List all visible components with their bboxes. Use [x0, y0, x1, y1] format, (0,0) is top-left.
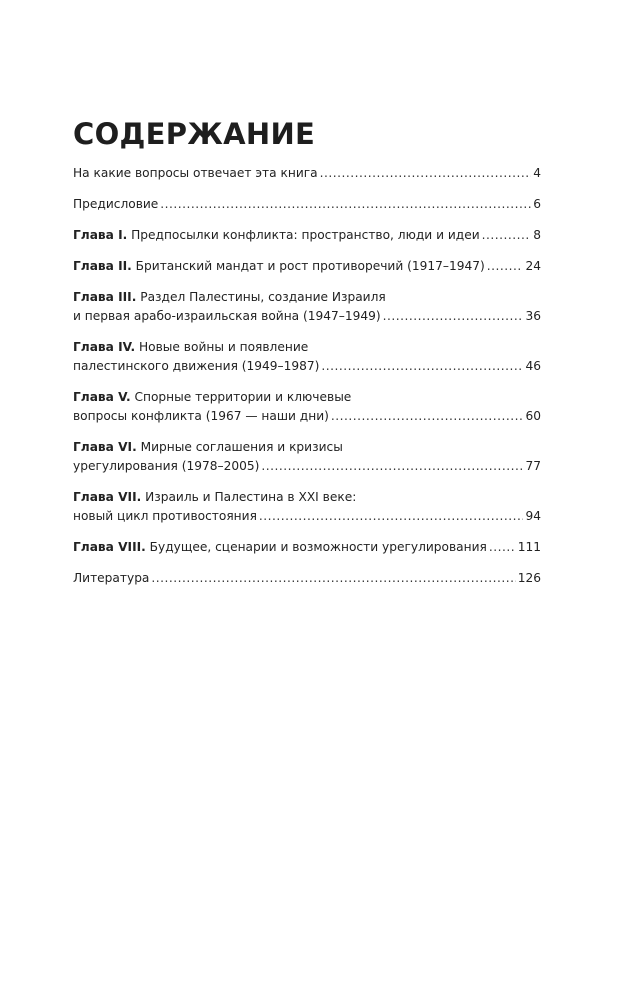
toc-entry-text: [73, 226, 480, 245]
toc-entry[interactable]: [73, 338, 541, 376]
toc-entry-title: Будущее, сценарии и возможности урегулирования: [149, 540, 487, 554]
toc-entry-text: [73, 195, 158, 214]
toc-entry-text: [73, 440, 343, 454]
toc-entry-line: [73, 538, 541, 557]
toc-entry-title: новый цикл противостояния: [73, 509, 257, 523]
toc-page-number: 4: [533, 166, 541, 180]
toc-chapter-label: Глава I.: [73, 228, 128, 242]
toc-entry-text: [73, 390, 351, 404]
toc-chapter-label: Глава IV.: [73, 340, 136, 354]
toc-entry[interactable]: [73, 257, 541, 276]
toc-entry-title: Британский мандат и рост противоречий (1917–1947): [135, 259, 485, 273]
toc-entry-line: [73, 388, 541, 407]
toc-leader-dots: [320, 164, 532, 183]
toc-entry-title: Предисловие: [73, 197, 159, 211]
toc-page-number: 77: [525, 459, 541, 473]
toc-entry[interactable]: [73, 164, 541, 183]
toc-entry-title: урегулирования (1978–2005): [73, 459, 260, 473]
toc-entry-line: [73, 307, 541, 326]
toc-page-number: 6: [533, 197, 541, 211]
toc-entry-text: [73, 490, 356, 504]
toc-page-number: 111: [517, 540, 541, 554]
toc-chapter-label: Глава II.: [73, 259, 132, 273]
toc-entry-line: [73, 338, 541, 357]
toc-chapter-label: Глава VI.: [73, 440, 137, 454]
toc-entry-title: и первая арабо-израильская война (1947–1949): [73, 309, 381, 323]
toc-entry-title: Спорные территории и ключевые: [134, 390, 352, 404]
toc-page-number: 126: [517, 571, 541, 585]
toc-entry-title: Израиль и Палестина в XXI веке:: [145, 490, 357, 504]
toc-entry-title: Литература: [73, 571, 150, 585]
toc-chapter-label: Глава III.: [73, 290, 137, 304]
toc-entry-text: [73, 164, 318, 183]
toc-entry-line: [73, 226, 541, 245]
toc-entry-title: Новые войны и появление: [139, 340, 309, 354]
toc-chapter-label: Глава VII.: [73, 490, 142, 504]
toc-leader-dots: [482, 226, 532, 245]
toc-entry-text: [73, 257, 485, 276]
toc-entry-title: палестинского движения (1949–1987): [73, 359, 320, 373]
toc-entry-title: вопросы конфликта (1967 — наши дни): [73, 409, 329, 423]
toc-entry[interactable]: [73, 388, 541, 426]
toc-leader-dots: [259, 507, 524, 526]
toc-entry[interactable]: [73, 488, 541, 526]
toc-page-number: 46: [525, 359, 541, 373]
toc-leader-dots: [261, 457, 523, 476]
toc-entry-line: [73, 164, 541, 183]
toc-entry-line: [73, 195, 541, 214]
toc-entry-line: [73, 457, 541, 476]
toc-leader-dots: [331, 407, 524, 426]
toc-entry-title: Предпосылки конфликта: пространство, люди и идеи: [131, 228, 480, 242]
toc-title: СОДЕРЖАНИЕ: [73, 117, 316, 151]
toc-page-number: 36: [525, 309, 541, 323]
toc-entry[interactable]: [73, 288, 541, 326]
toc-page-number: 24: [525, 259, 541, 273]
toc-entry[interactable]: [73, 438, 541, 476]
toc-entry-line: [73, 438, 541, 457]
toc-entry-title: Раздел Палестины, создание Израиля: [140, 290, 386, 304]
toc-page: [73, 116, 541, 600]
toc-entry-line: [73, 257, 541, 276]
toc-entry[interactable]: [73, 538, 541, 557]
toc-page-number: 60: [525, 409, 541, 423]
toc-entry-line: [73, 569, 541, 588]
toc-entry-title: На какие вопросы отвечает эта книга: [73, 166, 318, 180]
toc-leader-dots: [151, 569, 515, 588]
toc-page-number: 8: [533, 228, 541, 242]
toc-chapter-label: Глава V.: [73, 390, 131, 404]
toc-leader-dots: [321, 357, 523, 376]
toc-entry-line: [73, 507, 541, 526]
toc-entry-text: [73, 569, 149, 588]
toc-entry-line: [73, 357, 541, 376]
toc-entry[interactable]: [73, 195, 541, 214]
toc-leader-dots: [160, 195, 531, 214]
toc-entry-line: [73, 407, 541, 426]
toc-entry-text: [73, 357, 319, 376]
toc-entry-title: Мирные соглашения и кризисы: [140, 440, 343, 454]
toc-entry-text: [73, 290, 386, 304]
toc-entry[interactable]: [73, 226, 541, 245]
toc-entry-text: [73, 407, 329, 426]
toc-entry[interactable]: [73, 569, 541, 588]
toc-entry-text: [73, 538, 487, 557]
toc-page-number: 94: [525, 509, 541, 523]
toc-entry-line: [73, 488, 541, 507]
toc-entry-text: [73, 340, 308, 354]
toc-entry-text: [73, 507, 257, 526]
toc-leader-dots: [383, 307, 524, 326]
toc-leader-dots: [489, 538, 516, 557]
toc-entry-text: [73, 307, 381, 326]
toc-entry-text: [73, 457, 259, 476]
toc-entry-line: [73, 288, 541, 307]
toc-chapter-label: Глава VIII.: [73, 540, 146, 554]
toc-leader-dots: [487, 257, 524, 276]
toc-list: [73, 164, 541, 588]
